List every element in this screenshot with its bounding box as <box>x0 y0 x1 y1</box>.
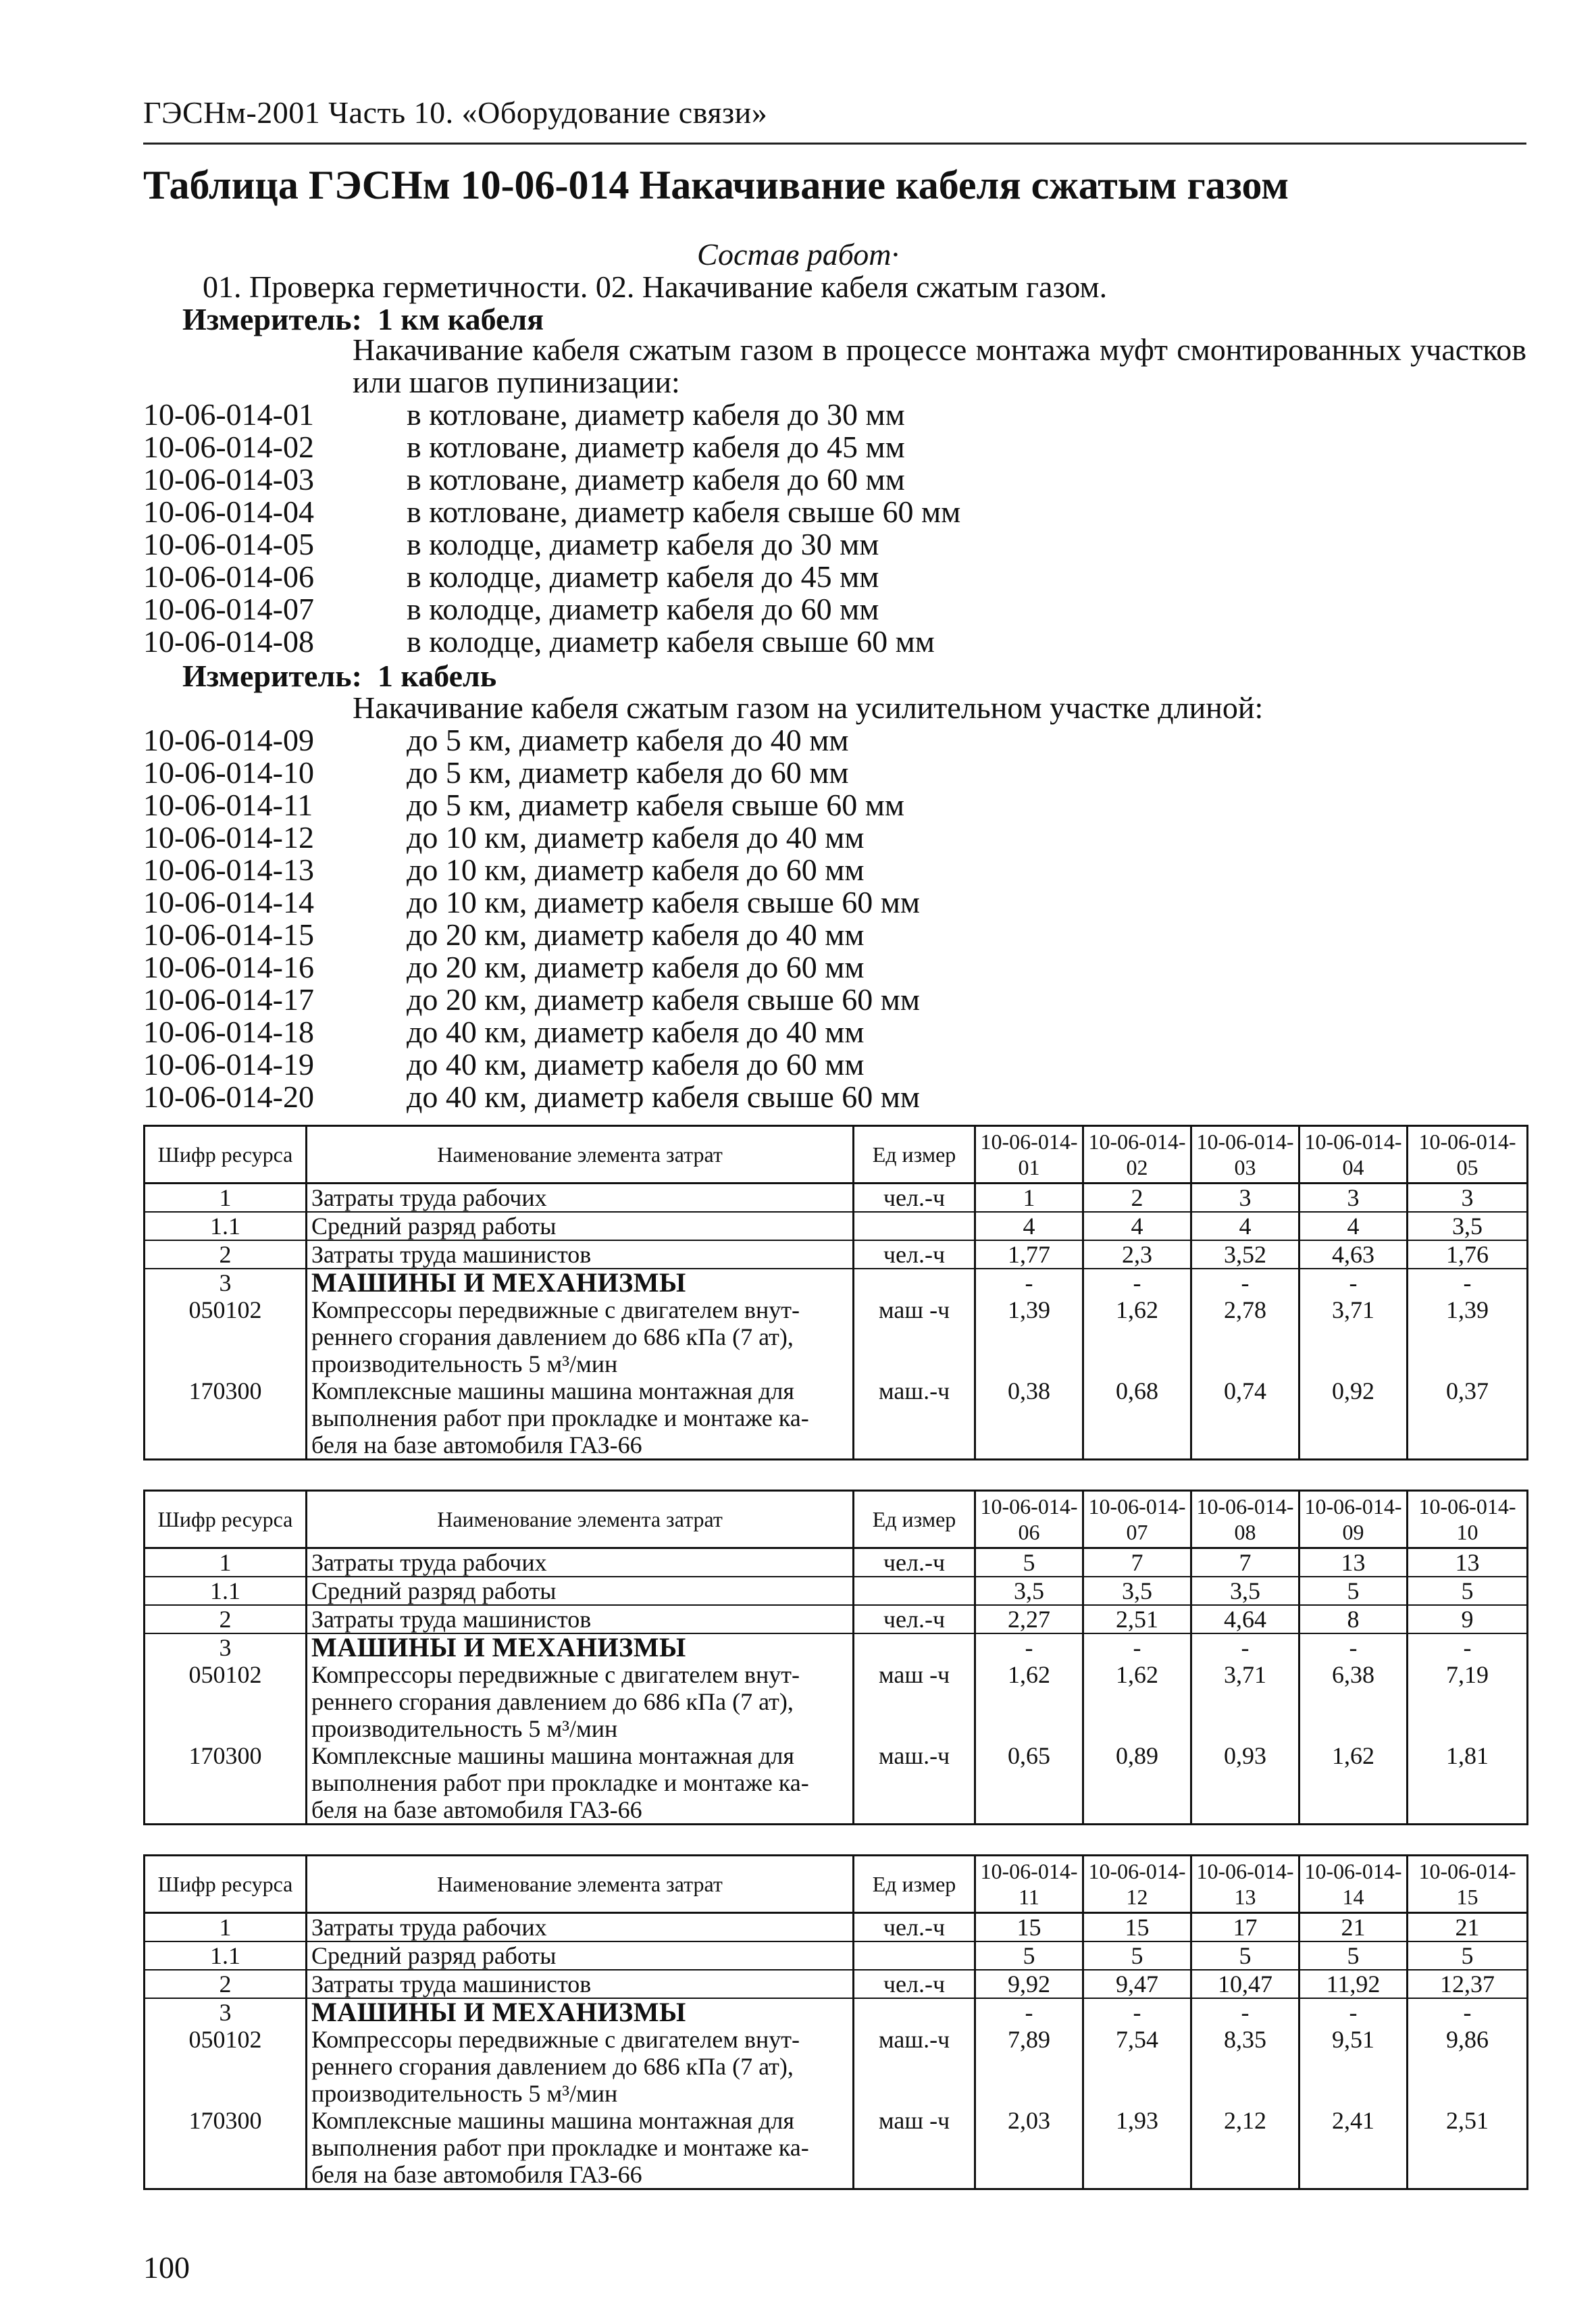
work-item-text: до 5 км, диаметр кабеля свыше 60 мм <box>407 788 904 822</box>
cost-table-2 <box>143 1490 1528 1825</box>
work-item-text: до 20 км, диаметр кабеля до 60 мм <box>407 950 865 984</box>
work-item-row <box>143 626 935 658</box>
norm-value: 0,65 <box>975 1742 1083 1825</box>
norm-value: 12,37 <box>1408 1970 1528 1998</box>
work-item-code: 10-06-014-10 <box>143 755 314 790</box>
table-title: Таблица ГЭСНм 10-06-014 Накачивание кабеля сжатым газом <box>143 163 1289 207</box>
norm-value: 1,39 <box>1408 1296 1528 1377</box>
norm-value: - <box>1083 1269 1191 1296</box>
work-item-row <box>143 431 905 463</box>
header-norm-code: 10-06-014-15 <box>1408 1856 1528 1913</box>
norm-value: 21 <box>1299 1913 1408 1942</box>
resource-code: 3 <box>145 1998 307 2026</box>
unit-of-measure <box>854 1212 975 1240</box>
norm-value: 11,92 <box>1299 1970 1408 1998</box>
norm-value: 1,93 <box>1083 2107 1191 2189</box>
cost-table-1 <box>143 1125 1528 1460</box>
norm-value: 8 <box>1299 1605 1408 1633</box>
work-item-row <box>143 984 920 1016</box>
norm-value: - <box>1299 1633 1408 1661</box>
norm-value: 2,41 <box>1299 2107 1408 2189</box>
work-item-row <box>143 886 920 919</box>
work-item-code: 10-06-014-09 <box>143 723 314 757</box>
cost-element-line: МАШИНЫ И МЕХАНИЗМЫ <box>311 1997 686 2027</box>
cost-element-name <box>307 1184 854 1213</box>
resource-code: 2 <box>145 1970 307 1998</box>
work-item-row <box>143 399 905 431</box>
norm-value: 9,86 <box>1408 2026 1528 2107</box>
cost-element-line: беля на базе автомобиля ГАЗ-66 <box>311 1431 642 1458</box>
unit-of-measure: маш -ч <box>854 2107 975 2189</box>
cost-element-name <box>307 1605 854 1633</box>
norm-value: 4,64 <box>1191 1605 1299 1633</box>
work-item-text: в котловане, диаметр кабеля свыше 60 мм <box>407 494 961 529</box>
norm-value: 2 <box>1083 1184 1191 1213</box>
norm-value: 1,81 <box>1408 1742 1528 1825</box>
table-row <box>145 1548 1528 1577</box>
work-item-row <box>143 951 865 984</box>
norm-value: 4 <box>1299 1212 1408 1240</box>
cost-element-line: реннего сгорания давлением до 686 кПа (7 ат), <box>311 2053 794 2080</box>
norm-value: 3,5 <box>975 1577 1083 1605</box>
norm-value: 5 <box>1191 1941 1299 1970</box>
norm-value: 0,89 <box>1083 1742 1191 1825</box>
norm-value: - <box>1408 1633 1528 1661</box>
table-header-row <box>145 1126 1528 1184</box>
cost-element-name <box>307 1633 854 1661</box>
unit-measure-2 <box>182 658 496 694</box>
resource-code: 1 <box>145 1184 307 1213</box>
unit-measure-value: 1 кабель <box>377 659 497 693</box>
cost-element-name <box>307 1269 854 1296</box>
table-row <box>145 2107 1528 2189</box>
norm-value: 10,47 <box>1191 1970 1299 1998</box>
norm-value: - <box>1083 1633 1191 1661</box>
norm-value: 0,93 <box>1191 1742 1299 1825</box>
resource-code: 2 <box>145 1605 307 1633</box>
header-rule <box>143 143 1526 145</box>
resource-code: 170300 <box>145 1742 307 1825</box>
norm-value: - <box>975 1633 1083 1661</box>
work-item-row <box>143 1081 920 1113</box>
table-row <box>145 1605 1528 1633</box>
norm-value: 13 <box>1408 1548 1528 1577</box>
table-row <box>145 2026 1528 2107</box>
norm-value: 4 <box>1083 1212 1191 1240</box>
header-resource-code: Шифр ресурса <box>145 1491 307 1548</box>
work-item-code: 10-06-014-05 <box>143 527 314 561</box>
cost-table-3 <box>143 1854 1528 2190</box>
work-item-text: в котловане, диаметр кабеля до 60 мм <box>407 462 905 497</box>
table-row <box>145 1296 1528 1377</box>
unit-of-measure <box>854 1577 975 1605</box>
resource-code: 1.1 <box>145 1212 307 1240</box>
work-item-row <box>143 724 849 757</box>
resource-code: 2 <box>145 1240 307 1269</box>
header-resource-code: Шифр ресурса <box>145 1126 307 1184</box>
header-norm-code: 10-06-014-08 <box>1191 1491 1299 1548</box>
header-norm-code: 10-06-014-11 <box>975 1856 1083 1913</box>
cost-element-name <box>307 1377 854 1460</box>
header-norm-code: 10-06-014-09 <box>1299 1491 1408 1548</box>
header-norm-code: 10-06-014-02 <box>1083 1126 1191 1184</box>
cost-element-line: реннего сгорания давлением до 686 кПа (7 ат), <box>311 1323 794 1350</box>
norm-value: - <box>1408 1998 1528 2026</box>
norm-value: 17 <box>1191 1913 1299 1942</box>
header-norm-code: 10-06-014-03 <box>1191 1126 1299 1184</box>
work-item-row <box>143 821 865 854</box>
work-item-row <box>143 1016 865 1048</box>
cost-element-line: Затраты труда машинистов <box>311 1606 592 1633</box>
cost-element-name <box>307 2107 854 2189</box>
header-norm-code: 10-06-014-01 <box>975 1126 1083 1184</box>
header-resource-code: Шифр ресурса <box>145 1856 307 1913</box>
norm-value: 3,52 <box>1191 1240 1299 1269</box>
norm-value: 2,3 <box>1083 1240 1191 1269</box>
work-item-code: 10-06-014-04 <box>143 494 314 529</box>
group-intro-2: Накачивание кабеля сжатым газом на усилительном участке длиной: <box>353 690 1264 725</box>
norm-value: 9,51 <box>1299 2026 1408 2107</box>
cost-element-line: МАШИНЫ И МЕХАНИЗМЫ <box>311 1267 686 1298</box>
norm-value: 5 <box>975 1548 1083 1577</box>
norm-value: - <box>975 1269 1083 1296</box>
cost-element-name <box>307 1212 854 1240</box>
table-row <box>145 1941 1528 1970</box>
header-norm-code: 10-06-014-12 <box>1083 1856 1191 1913</box>
norm-value: 0,68 <box>1083 1377 1191 1460</box>
header-norm-code: 10-06-014-07 <box>1083 1491 1191 1548</box>
norm-value: 5 <box>1408 1941 1528 1970</box>
resource-code: 050102 <box>145 1661 307 1742</box>
header-norm-code: 10-06-014-05 <box>1408 1126 1528 1184</box>
work-item-text: до 40 км, диаметр кабеля до 60 мм <box>407 1047 865 1082</box>
cost-element-name <box>307 1941 854 1970</box>
work-item-text: в котловане, диаметр кабеля до 30 мм <box>407 397 905 432</box>
cost-element-line: выполнения работ при прокладке и монтаже ка- <box>311 1769 809 1796</box>
header-norm-code: 10-06-014-04 <box>1299 1126 1408 1184</box>
norm-value: 4 <box>1191 1212 1299 1240</box>
header-norm-code: 10-06-014-13 <box>1191 1856 1299 1913</box>
work-item-text: до 5 км, диаметр кабеля до 40 мм <box>407 723 849 757</box>
cost-element-line: Комплексные машины машина монтажная для <box>311 2107 794 2134</box>
work-item-text: в колодце, диаметр кабеля до 60 мм <box>407 592 879 626</box>
work-item-code: 10-06-014-20 <box>143 1079 314 1114</box>
cost-element-name <box>307 1577 854 1605</box>
unit-of-measure <box>854 1269 975 1296</box>
cost-element-line: Затраты труда машинистов <box>311 1971 592 1998</box>
norm-value: 15 <box>1083 1913 1191 1942</box>
work-item-text: до 40 км, диаметр кабеля свыше 60 мм <box>407 1079 920 1114</box>
work-item-row <box>143 561 879 593</box>
work-item-code: 10-06-014-15 <box>143 917 314 952</box>
work-item-text: до 5 км, диаметр кабеля до 60 мм <box>407 755 849 790</box>
work-item-text: до 10 км, диаметр кабеля свыше 60 мм <box>407 885 920 919</box>
work-item-row <box>143 789 904 821</box>
norm-value: 1 <box>975 1184 1083 1213</box>
table-row <box>145 1269 1528 1296</box>
unit-of-measure: маш -ч <box>854 1296 975 1377</box>
unit-of-measure <box>854 1941 975 1970</box>
running-header: ГЭСНм-2001 Часть 10. «Оборудование связи» <box>143 95 768 130</box>
work-item-code: 10-06-014-01 <box>143 397 314 432</box>
cost-element-line: Компрессоры передвижные с двигателем внут- <box>311 1296 800 1323</box>
work-composition-text: 01. Проверка герметичности. 02. Накачивание кабеля сжатым газом. <box>203 270 1108 304</box>
cost-element-line: МАШИНЫ И МЕХАНИЗМЫ <box>311 1632 686 1662</box>
table-row <box>145 1633 1528 1661</box>
cost-element-line: производительность 5 м³/мин <box>311 1350 618 1377</box>
work-item-row <box>143 854 865 886</box>
norm-value: 2,03 <box>975 2107 1083 2189</box>
work-item-code: 10-06-014-17 <box>143 982 314 1017</box>
work-item-code: 10-06-014-03 <box>143 462 314 497</box>
unit-of-measure: маш -ч <box>854 1661 975 1742</box>
norm-value: - <box>1299 1998 1408 2026</box>
cost-element-name <box>307 1742 854 1825</box>
header-unit: Ед измер <box>854 1856 975 1913</box>
norm-value: 0,38 <box>975 1377 1083 1460</box>
cost-element-line: беля на базе автомобиля ГАЗ-66 <box>311 2161 642 2188</box>
work-item-row <box>143 593 879 626</box>
norm-value: 3,71 <box>1191 1661 1299 1742</box>
work-item-code: 10-06-014-07 <box>143 592 314 626</box>
norm-value: 0,92 <box>1299 1377 1408 1460</box>
norm-value: 13 <box>1299 1548 1408 1577</box>
header-norm-code: 10-06-014-10 <box>1408 1491 1528 1548</box>
unit-of-measure: маш.-ч <box>854 1377 975 1460</box>
unit-of-measure: чел.-ч <box>854 1184 975 1213</box>
work-item-code: 10-06-014-11 <box>143 788 313 822</box>
work-item-row <box>143 919 865 951</box>
unit-of-measure <box>854 1633 975 1661</box>
work-item-text: в колодце, диаметр кабеля до 45 мм <box>407 559 879 594</box>
unit-measure-label: Измеритель: <box>182 659 362 693</box>
norm-value: - <box>975 1998 1083 2026</box>
unit-measure-value: 1 км кабеля <box>377 302 544 336</box>
table-row <box>145 1998 1528 2026</box>
cost-element-name <box>307 1913 854 1942</box>
cost-element-line: Средний разряд работы <box>311 1213 557 1240</box>
cost-element-line: Комплексные машины машина монтажная для <box>311 1742 794 1769</box>
table-header-row <box>145 1491 1528 1548</box>
norm-value: 5 <box>1408 1577 1528 1605</box>
norm-value: 8,35 <box>1191 2026 1299 2107</box>
table-row <box>145 1240 1528 1269</box>
norm-value: 5 <box>975 1941 1083 1970</box>
cost-element-name <box>307 1998 854 2026</box>
norm-value: 2,78 <box>1191 1296 1299 1377</box>
resource-code: 3 <box>145 1269 307 1296</box>
cost-element-line: выполнения работ при прокладке и монтаже ка- <box>311 1404 809 1431</box>
cost-element-line: Затраты труда рабочих <box>311 1914 547 1941</box>
work-item-code: 10-06-014-06 <box>143 559 314 594</box>
norm-value: 1,62 <box>1299 1742 1408 1825</box>
work-item-text: до 20 км, диаметр кабеля свыше 60 мм <box>407 982 920 1017</box>
resource-code: 3 <box>145 1633 307 1661</box>
norm-value: - <box>1083 1998 1191 2026</box>
unit-of-measure: маш.-ч <box>854 2026 975 2107</box>
resource-code: 1 <box>145 1913 307 1942</box>
cost-element-name <box>307 1661 854 1742</box>
work-item-row <box>143 496 960 528</box>
norm-value: 2,12 <box>1191 2107 1299 2189</box>
norm-value: 1,76 <box>1408 1240 1528 1269</box>
norm-value: 7,54 <box>1083 2026 1191 2107</box>
norm-value: 1,62 <box>1083 1661 1191 1742</box>
work-item-code: 10-06-014-18 <box>143 1015 314 1049</box>
norm-value: 5 <box>1299 1941 1408 1970</box>
cost-element-line: Компрессоры передвижные с двигателем внут- <box>311 2026 800 2053</box>
work-item-code: 10-06-014-19 <box>143 1047 314 1082</box>
table-row <box>145 1742 1528 1825</box>
norm-value: 7 <box>1083 1548 1191 1577</box>
header-norm-code: 10-06-014-14 <box>1299 1856 1408 1913</box>
cost-element-line: Затраты труда рабочих <box>311 1549 547 1576</box>
norm-value: 3,71 <box>1299 1296 1408 1377</box>
norm-value: 0,37 <box>1408 1377 1528 1460</box>
cost-element-line: Компрессоры передвижные с двигателем внут- <box>311 1661 800 1688</box>
resource-code: 050102 <box>145 2026 307 2107</box>
work-item-text: в колодце, диаметр кабеля свыше 60 мм <box>407 624 935 659</box>
work-item-code: 10-06-014-08 <box>143 624 314 659</box>
table-header-row <box>145 1856 1528 1913</box>
norm-value: 2,51 <box>1408 2107 1528 2189</box>
resource-code: 170300 <box>145 1377 307 1460</box>
cost-element-line: производительность 5 м³/мин <box>311 2080 618 2107</box>
group-intro-1: Накачивание кабеля сжатым газом в процессе монтажа муфт смонтированных участков или шагов пупинизации: <box>353 332 1526 399</box>
cost-element-name <box>307 1548 854 1577</box>
norm-value: 3 <box>1191 1184 1299 1213</box>
work-item-text: в котловане, диаметр кабеля до 45 мм <box>407 430 905 464</box>
norm-value: 4,63 <box>1299 1240 1408 1269</box>
norm-value: 6,38 <box>1299 1661 1408 1742</box>
norm-value: 7,19 <box>1408 1661 1528 1742</box>
work-item-row <box>143 463 905 496</box>
norm-value: 3 <box>1299 1184 1408 1213</box>
work-item-code: 10-06-014-16 <box>143 950 314 984</box>
norm-value: 9,92 <box>975 1970 1083 1998</box>
unit-of-measure <box>854 1998 975 2026</box>
unit-measure-label: Измеритель: <box>182 302 362 336</box>
work-item-code: 10-06-014-12 <box>143 820 314 855</box>
work-item-text: до 10 км, диаметр кабеля до 40 мм <box>407 820 865 855</box>
norm-value: 9 <box>1408 1605 1528 1633</box>
work-composition-heading: Состав работ· <box>697 237 899 272</box>
norm-value: 1,62 <box>1083 1296 1191 1377</box>
header-unit: Ед измер <box>854 1491 975 1548</box>
work-item-code: 10-06-014-13 <box>143 853 314 887</box>
norm-value: 21 <box>1408 1913 1528 1942</box>
header-cost-element: Наименование элемента затрат <box>307 1491 854 1548</box>
cost-element-line: реннего сгорания давлением до 686 кПа (7 ат), <box>311 1688 794 1715</box>
norm-value: 5 <box>1299 1577 1408 1605</box>
cost-element-name <box>307 1240 854 1269</box>
work-item-code: 10-06-014-02 <box>143 430 314 464</box>
norm-value: 1,77 <box>975 1240 1083 1269</box>
norm-value: - <box>1299 1269 1408 1296</box>
norm-value: 4 <box>975 1212 1083 1240</box>
table-row <box>145 1184 1528 1213</box>
norm-value: 1,39 <box>975 1296 1083 1377</box>
cost-element-line: Затраты труда рабочих <box>311 1184 547 1211</box>
resource-code: 050102 <box>145 1296 307 1377</box>
resource-code: 1.1 <box>145 1577 307 1605</box>
cost-element-line: производительность 5 м³/мин <box>311 1715 618 1742</box>
norm-value: 5 <box>1083 1941 1191 1970</box>
unit-of-measure: чел.-ч <box>854 1913 975 1942</box>
table-row <box>145 1377 1528 1460</box>
header-norm-code: 10-06-014-06 <box>975 1491 1083 1548</box>
norm-value: 3 <box>1408 1184 1528 1213</box>
work-item-text: до 20 км, диаметр кабеля до 40 мм <box>407 917 865 952</box>
cost-element-line: Затраты труда машинистов <box>311 1241 592 1268</box>
norm-value: 9,47 <box>1083 1970 1191 1998</box>
work-item-text: в колодце, диаметр кабеля до 30 мм <box>407 527 879 561</box>
norm-value: - <box>1408 1269 1528 1296</box>
norm-value: 3,5 <box>1191 1577 1299 1605</box>
norm-value: 7 <box>1191 1548 1299 1577</box>
norm-value: 15 <box>975 1913 1083 1942</box>
header-cost-element: Наименование элемента затрат <box>307 1856 854 1913</box>
resource-code: 1.1 <box>145 1941 307 1970</box>
work-item-row <box>143 528 879 561</box>
header-cost-element: Наименование элемента затрат <box>307 1126 854 1184</box>
cost-element-name <box>307 1970 854 1998</box>
cost-element-line: Комплексные машины машина монтажная для <box>311 1377 794 1404</box>
unit-of-measure: чел.-ч <box>854 1605 975 1633</box>
norm-value: 3,5 <box>1408 1212 1528 1240</box>
table-row <box>145 1577 1528 1605</box>
resource-code: 1 <box>145 1548 307 1577</box>
norm-value: - <box>1191 1998 1299 2026</box>
cost-element-name <box>307 2026 854 2107</box>
cost-element-name <box>307 1296 854 1377</box>
page-number: 100 <box>143 2250 190 2285</box>
cost-element-line: Средний разряд работы <box>311 1577 557 1604</box>
table-row <box>145 1970 1528 1998</box>
unit-of-measure: чел.-ч <box>854 1548 975 1577</box>
header-unit: Ед измер <box>854 1126 975 1184</box>
norm-value: 2,51 <box>1083 1605 1191 1633</box>
cost-element-line: выполнения работ при прокладке и монтаже ка- <box>311 2134 809 2161</box>
norm-value: - <box>1191 1269 1299 1296</box>
unit-of-measure: чел.-ч <box>854 1970 975 1998</box>
norm-value: 7,89 <box>975 2026 1083 2107</box>
unit-of-measure: маш.-ч <box>854 1742 975 1825</box>
norm-value: 1,62 <box>975 1661 1083 1742</box>
norm-value: 2,27 <box>975 1605 1083 1633</box>
work-item-row <box>143 1048 865 1081</box>
norm-value: 0,74 <box>1191 1377 1299 1460</box>
cost-element-line: Средний разряд работы <box>311 1942 557 1969</box>
table-row <box>145 1661 1528 1742</box>
work-item-row <box>143 757 849 789</box>
work-item-code: 10-06-014-14 <box>143 885 314 919</box>
table-row <box>145 1913 1528 1942</box>
work-item-text: до 10 км, диаметр кабеля до 60 мм <box>407 853 865 887</box>
norm-value: - <box>1191 1633 1299 1661</box>
resource-code: 170300 <box>145 2107 307 2189</box>
unit-of-measure: чел.-ч <box>854 1240 975 1269</box>
cost-element-line: беля на базе автомобиля ГАЗ-66 <box>311 1796 642 1823</box>
work-item-text: до 40 км, диаметр кабеля до 40 мм <box>407 1015 865 1049</box>
norm-value: 3,5 <box>1083 1577 1191 1605</box>
table-row <box>145 1212 1528 1240</box>
